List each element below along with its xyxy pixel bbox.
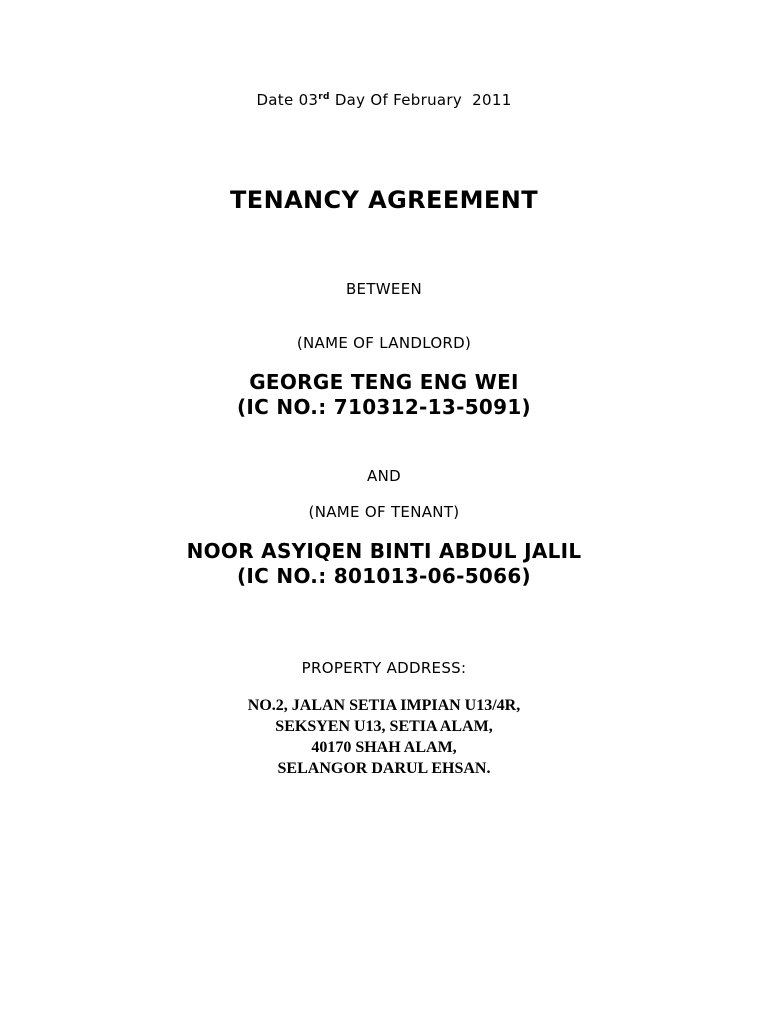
date-rest: Day Of February 2011 [329,91,512,109]
document-title: TENANCY AGREEMENT [230,186,538,214]
tenant-ic: (IC NO.: 801013-06-5066) [236,564,532,588]
date-prefix: Date 03 [256,91,319,109]
landlord-name: GEORGE TENG ENG WEI [249,370,519,394]
date-ordinal-suffix: rd [318,92,330,102]
address-line-3: 40170 SHAH ALAM, [311,739,457,756]
address-line-2: SEKSYEN U13, SETIA ALAM, [275,718,493,735]
address-line-1: NO.2, JALAN SETIA IMPIAN U13/4R, [247,697,521,714]
tenant-name: NOOR ASYIQEN BINTI ABDUL JALIL [186,539,582,563]
between-label: BETWEEN [345,280,423,298]
address-line-4: SELANGOR DARUL EHSAN. [277,760,491,777]
property-address-label: PROPERTY ADDRESS: [301,659,467,677]
landlord-ic: (IC NO.: 710312-13-5091) [236,395,532,419]
tenant-label: (NAME OF TENANT) [308,503,460,521]
agreement-date [0,91,768,109]
landlord-label: (NAME OF LANDLORD) [296,334,472,352]
and-label: AND [367,467,401,485]
